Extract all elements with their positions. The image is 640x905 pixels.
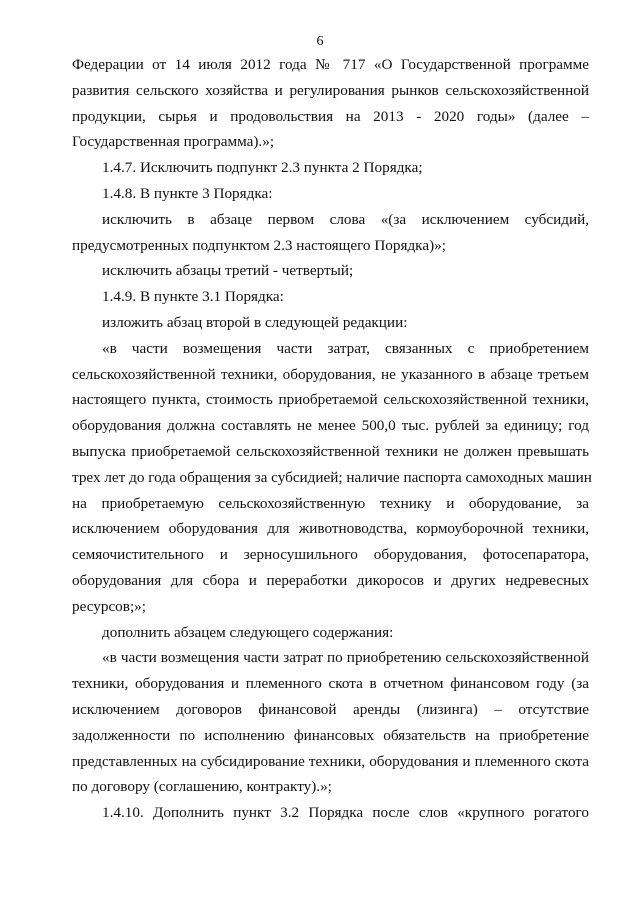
text-line: выпуска приобретаемой сельскохозяйственной техники не должен превышать bbox=[72, 442, 589, 460]
text-line: 1.4.8. В пункте 3 Порядка: bbox=[102, 184, 273, 202]
text-line: изложить абзац второй в следующей редакции: bbox=[102, 313, 408, 331]
text-line: 1.4.7. Исключить подпункт 2.3 пункта 2 Порядка; bbox=[102, 159, 423, 177]
text-line: исключением договоров финансовой аренды (лизинга) – отсутствие bbox=[72, 700, 589, 718]
text-line: исключить абзацы третий - четвертый; bbox=[102, 262, 354, 280]
document-body bbox=[72, 52, 592, 826]
text-line: исключить в абзаце первом слова «(за исключением субсидий, bbox=[102, 210, 589, 228]
text-line: на приобретаемую сельскохозяйственную технику и оборудование, за bbox=[72, 494, 589, 512]
text-line: 1.4.10. Дополнить пункт 3.2 Порядка после слов «крупного рогатого bbox=[102, 804, 589, 822]
text-line: по договору (соглашению, контракту).»; bbox=[72, 778, 332, 796]
text-line: Федерации от 14 июля 2012 года № 717 «О Государственной программе bbox=[72, 56, 589, 73]
text-line: семяочистительного и зерносушильного оборудования, фотосепаратора, bbox=[72, 546, 589, 564]
text-line: ресурсов;»; bbox=[72, 597, 146, 615]
text-line: 1.4.9. В пункте 3.1 Порядка: bbox=[102, 288, 284, 306]
text-line: техники, оборудования и племенного скота в отчетном финансовом году (за bbox=[72, 675, 589, 693]
text-line: предусмотренных подпунктом 2.3 настоящего Порядка)»; bbox=[72, 236, 446, 254]
text-line: настоящего пункта, стоимость приобретаемой сельскохозяйственной техники, bbox=[72, 391, 589, 409]
text-line: задолженности по исполнению финансовых обязательств на приобретение bbox=[72, 726, 589, 744]
text-line: «в части возмещения части затрат по приобретению сельскохозяйственной bbox=[102, 649, 589, 667]
page-number: 6 bbox=[316, 34, 324, 49]
text-line: исключением оборудования для животноводства, кормоуборочной техники, bbox=[72, 520, 589, 538]
text-line: Государственная программа).»; bbox=[72, 133, 275, 151]
text-line: оборудования для сбора и переработки дикоросов и других недревесных bbox=[72, 571, 589, 589]
text-line: дополнить абзацем следующего содержания: bbox=[102, 623, 394, 641]
text-line: трех лет до года обращения за субсидией; наличие паспорта самоходных машин bbox=[72, 468, 592, 486]
text-line: представленных на субсидирование техники, оборудования и племенного скота bbox=[72, 752, 589, 770]
text-line: оборудования должна составлять не менее 500,0 тыс. рублей за единицу; год bbox=[72, 417, 589, 435]
text-line: развития сельского хозяйства и регулирования рынков сельскохозяйственной bbox=[72, 81, 589, 99]
text-line: продукции, сырья и продовольствия на 2013 - 2020 годы» (далее – bbox=[72, 107, 589, 125]
text-line: сельскохозяйственной техники, оборудования, не указанного в абзаце третьем bbox=[72, 365, 589, 383]
text-line: «в части возмещения части затрат, связанных с приобретением bbox=[102, 339, 589, 357]
